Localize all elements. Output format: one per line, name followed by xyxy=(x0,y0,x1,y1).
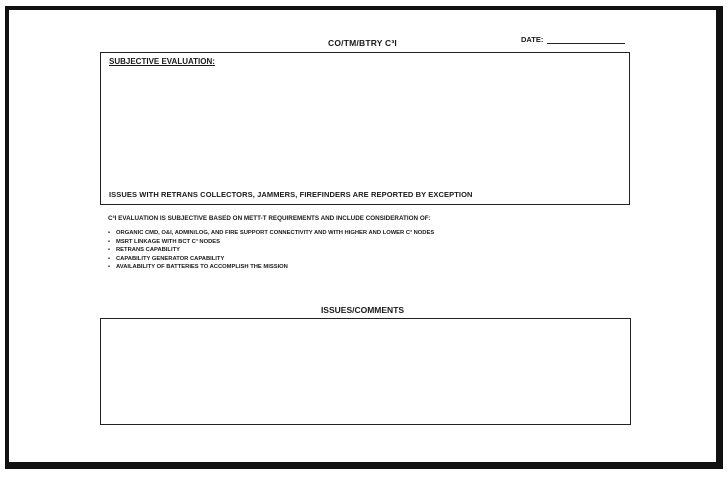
evaluation-heading: SUBJECTIVE EVALUATION: xyxy=(109,57,215,66)
bullet-icon: • xyxy=(108,255,111,262)
bullet-icon: • xyxy=(108,247,111,253)
form-frame xyxy=(5,6,723,469)
list-item xyxy=(108,238,434,247)
criteria-text: MSRT LINKAGE WITH BCT C³ NODES xyxy=(116,238,221,245)
issues-comments-title: ISSUES/COMMENTS xyxy=(320,305,405,315)
criteria-text: ORGANIC CMD, O&I, ADMIN/LOG, AND FIRE SUPPORT CONNECTIVITY AND WITH HIGHER AND LOWER C³ NODES xyxy=(116,230,435,236)
criteria-list xyxy=(108,229,434,272)
list-item xyxy=(108,229,434,238)
subjective-evaluation-box[interactable] xyxy=(100,52,630,205)
date-field[interactable] xyxy=(521,34,625,44)
date-input-line[interactable] xyxy=(547,34,625,44)
bullet-icon: • xyxy=(108,238,111,245)
date-label: DATE: xyxy=(521,35,544,44)
list-item xyxy=(108,263,434,272)
bullet-icon: • xyxy=(108,230,111,236)
evaluation-footer-note: ISSUES WITH RETRANS COLLECTORS, JAMMERS, FIREFINDERS ARE REPORTED BY EXCEPTION xyxy=(109,190,473,199)
form-title: CO/TM/BTRY C³I xyxy=(328,38,397,48)
criteria-text: CAPABILITY GENERATOR CAPABILITY xyxy=(116,255,225,262)
list-item xyxy=(108,255,434,264)
list-item xyxy=(108,246,434,255)
criteria-text: AVAILABILITY OF BATTERIES TO ACCOMPLISH THE MISSION xyxy=(116,264,288,270)
issues-comments-box[interactable] xyxy=(100,318,631,425)
evaluation-criteria-note: C³I EVALUATION IS SUBJECTIVE BASED ON METT-T REQUIREMENTS AND INCLUDE CONSIDERATION OF: xyxy=(108,215,431,222)
bullet-icon: • xyxy=(108,264,111,270)
criteria-text: RETRANS CAPABILITY xyxy=(116,247,180,253)
